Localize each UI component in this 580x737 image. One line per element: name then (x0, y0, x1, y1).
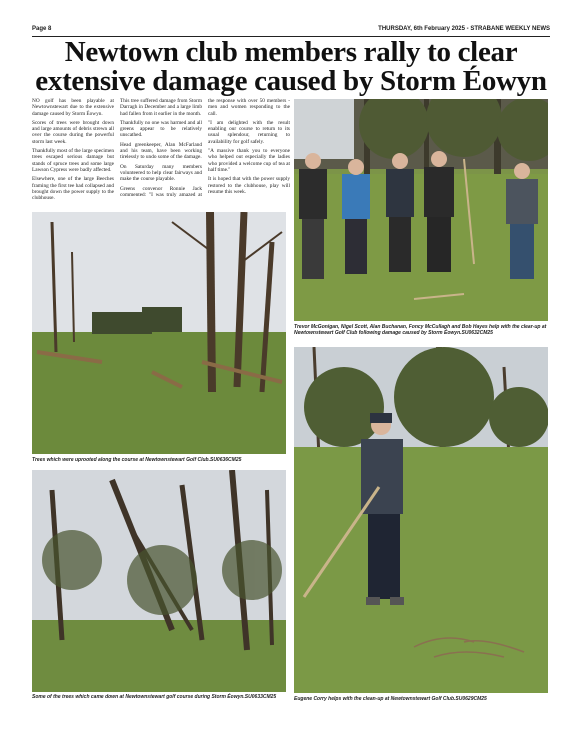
article-paragraph: NO golf has been playable at Newtownstewart due to the extensive damage caused by Storm Éowyn. (32, 98, 114, 117)
uprooted-trees-photo (32, 212, 286, 454)
dateline: THURSDAY, 6th February 2025 - STRABANE WEEKLY NEWS (378, 26, 550, 32)
fallen-trees-photo (32, 470, 286, 692)
eugene-photo (294, 347, 548, 693)
eugene-caption: Eugene Corry helps with the clean-up at Newtownstewart Golf Club.SU0629CM25 (294, 696, 487, 702)
article-paragraph: Head greenkeeper, Alan McFarland and his team, have been working tirelessly to undo some of the damage. (120, 141, 202, 161)
article-paragraph: "I am delighted with the result enabling our course to return to its usual splendour, returning to availability for golf safely. (208, 119, 290, 145)
group-photo (294, 99, 548, 321)
fallen-trees-caption: Some of the trees which came down at Newtownstewart golf course during Storm Éowyn.SU0633CM25 (32, 694, 277, 700)
page-number: Page 8 (32, 26, 52, 32)
article-paragraph: Thankfully most of the large specimen trees escaped serious damage but stands of spruce trees and some large Lawson Cypress were badly affected. (32, 148, 114, 173)
article-paragraph: This tree suffered damage from Storm Darragh in December and a large limb had fallen from it earlier in the month. (120, 98, 202, 117)
uprooted-trees-caption: Trees which were uprooted along the course at Newtownstewart Golf Club.SU0636CM25 (32, 457, 242, 463)
article-paragraph: Elsewhere, one of the large Beeches framing the first tee had collapsed and brought down the power supply to the clubhouse. (32, 176, 114, 202)
headline: Newtown club members rally to clear extensive damage caused by Storm Éowyn (35, 36, 547, 97)
article-paragraph: "A massive thank you to everyone who helped out especially the ladies who provided a welcome cup of tea at half time." (208, 148, 290, 173)
group-photo-caption: Trevor McGonigan, Nigel Scott, Alan Buchanan, Foncy McCullagh and Bob Hayes help with the clear-up at Newtownstewart Golf Club following damage caused by Storm Éowyn.SU0632CM25 (294, 324, 547, 336)
article-body (32, 98, 290, 212)
article-paragraph: Thankfully no one was harmed and all greens appear to be relatively unscathed. (120, 119, 202, 139)
article-paragraph: Greens convenor Ronnie Jack commented: "I was truly amazed at the response with over 50 members - men and women responding to the call. (120, 98, 290, 198)
article-paragraph: It is hoped that with the power supply restored to the clubhouse, play will resume this week. (208, 176, 290, 195)
article-paragraph: On Saturday many members volunteered to help clear fairways and make the course playable. (120, 163, 202, 183)
article-paragraph: Scores of trees were brought down and large amounts of debris strewn all over the course during the powerful storm last week. (32, 119, 114, 145)
